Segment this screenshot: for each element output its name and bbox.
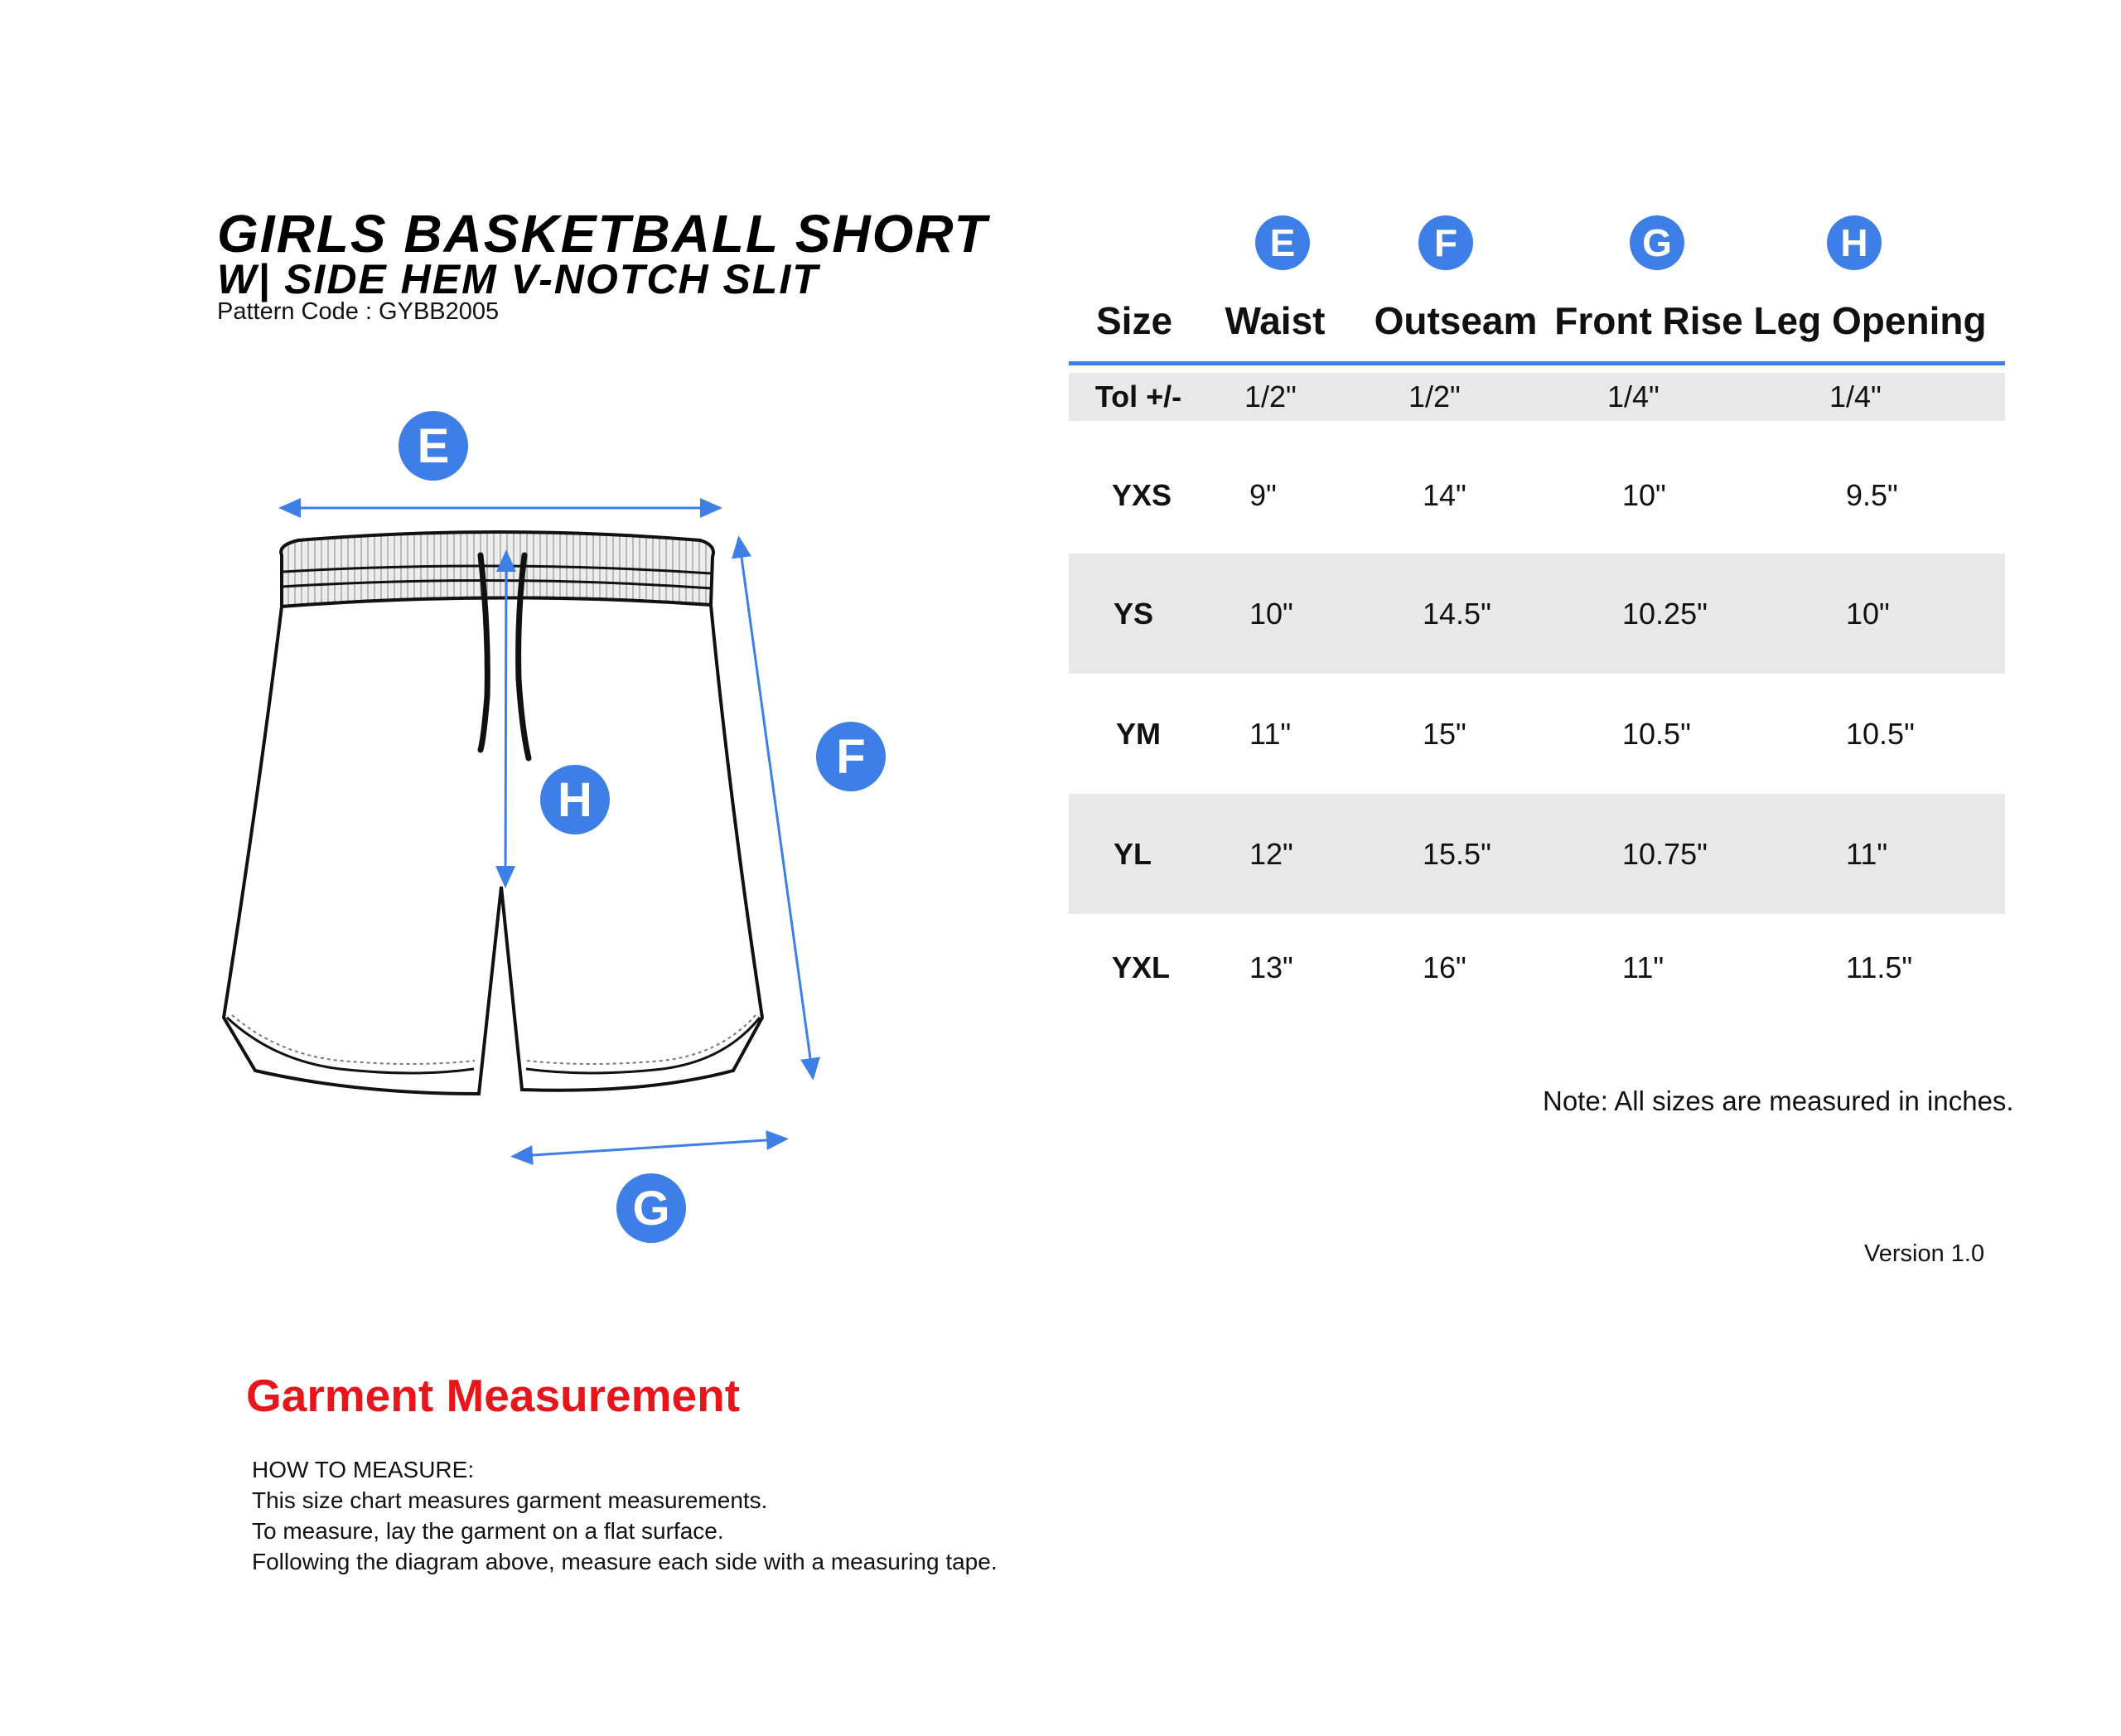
product-title: GIRLS BASKETBALL SHORT	[217, 204, 988, 264]
size-cell: YL	[1113, 836, 1152, 871]
outseam-cell: 16"	[1423, 950, 1466, 984]
header-divider	[1069, 361, 2005, 365]
table-row	[1069, 794, 2005, 914]
waist-cell: 13"	[1249, 950, 1293, 984]
header-leg-opening: Leg Opening	[1753, 299, 1987, 342]
front-rise-cell: 10.75"	[1622, 836, 1708, 871]
header-waist: Waist	[1225, 299, 1326, 342]
tolerance-leg-opening: 1/4"	[1829, 380, 1882, 413]
front-rise-cell: 10"	[1622, 477, 1666, 512]
waist-cell: 11"	[1249, 716, 1292, 751]
header-badge-h: H	[1827, 215, 1882, 270]
outseam-cell: 15"	[1423, 716, 1466, 751]
leg-opening-cell: 11"	[1846, 836, 1888, 871]
leg-opening-cell: 9.5"	[1846, 477, 1898, 512]
size-cell: YXL	[1111, 950, 1171, 984]
leg-opening-cell: 10"	[1846, 596, 1890, 631]
svg-text:H: H	[558, 773, 592, 827]
table-row	[1069, 674, 2005, 794]
badge-h	[540, 765, 610, 834]
tolerance-row	[1069, 373, 2005, 421]
size-table	[1069, 207, 2005, 1028]
svg-text:G: G	[632, 1182, 670, 1236]
header-badge-f: F	[1418, 215, 1473, 270]
outseam-cell: 14.5"	[1423, 596, 1491, 631]
svg-text:E: E	[417, 419, 450, 473]
pattern-code: Pattern Code : GYBB2005	[217, 298, 500, 325]
svg-text:F: F	[836, 730, 866, 784]
table-row	[1069, 421, 2005, 554]
product-subtitle: W| SIDE HEM V-NOTCH SLIT	[217, 256, 819, 302]
header-size: Size	[1095, 299, 1173, 342]
tolerance-waist: 1/2"	[1244, 380, 1297, 413]
outseam-cell: 15.5"	[1423, 836, 1491, 871]
how-to-line: To measure, lay the garment on a flat surface.	[252, 1518, 724, 1544]
waist-cell: 10"	[1249, 596, 1293, 631]
badge-f	[816, 722, 886, 791]
tolerance-front-rise: 1/4"	[1607, 380, 1660, 413]
badge-g	[616, 1173, 686, 1243]
leg-opening-cell: 10.5"	[1846, 716, 1915, 751]
leg-opening-cell: 11.5"	[1846, 950, 1913, 984]
waistband	[281, 532, 713, 607]
badge-e	[399, 411, 468, 481]
front-rise-cell: 11"	[1622, 950, 1664, 984]
how-to-line: This size chart measures garment measurements.	[252, 1487, 768, 1513]
tolerance-label: Tol +/-	[1094, 380, 1182, 413]
table-row	[1069, 914, 2005, 1022]
header-badge-e: E	[1255, 215, 1310, 270]
size-cell: YS	[1113, 596, 1154, 631]
how-to-measure	[252, 1454, 998, 1577]
waist-cell: 12"	[1249, 836, 1293, 871]
front-rise-cell: 10.5"	[1622, 716, 1691, 751]
size-cell: YM	[1116, 716, 1161, 751]
front-rise-cell: 10.25"	[1622, 596, 1708, 631]
leg-opening-arrow	[505, 559, 506, 878]
table-row	[1069, 554, 2005, 674]
front-rise-arrow	[520, 1139, 779, 1156]
shorts-body	[224, 597, 762, 1094]
size-cell: YXS	[1111, 477, 1172, 512]
how-to-line: HOW TO MEASURE:	[252, 1457, 475, 1482]
shorts-diagram	[199, 398, 945, 1268]
outseam-cell: 14"	[1423, 477, 1466, 512]
header-front-rise: Front Rise	[1554, 299, 1743, 342]
waist-cell: 9"	[1249, 477, 1277, 512]
header-outseam: Outseam	[1374, 299, 1538, 342]
how-to-line: Following the diagram above, measure each side with a measuring tape.	[252, 1549, 998, 1574]
measurement-note: Note: All sizes are measured in inches.	[1543, 1086, 2014, 1116]
version-label: Version 1.0	[1864, 1240, 1985, 1267]
header-badge-g: G	[1630, 215, 1684, 270]
tolerance-outseam: 1/2"	[1408, 380, 1461, 413]
garment-measurement-heading: Garment Measurement	[246, 1370, 741, 1421]
